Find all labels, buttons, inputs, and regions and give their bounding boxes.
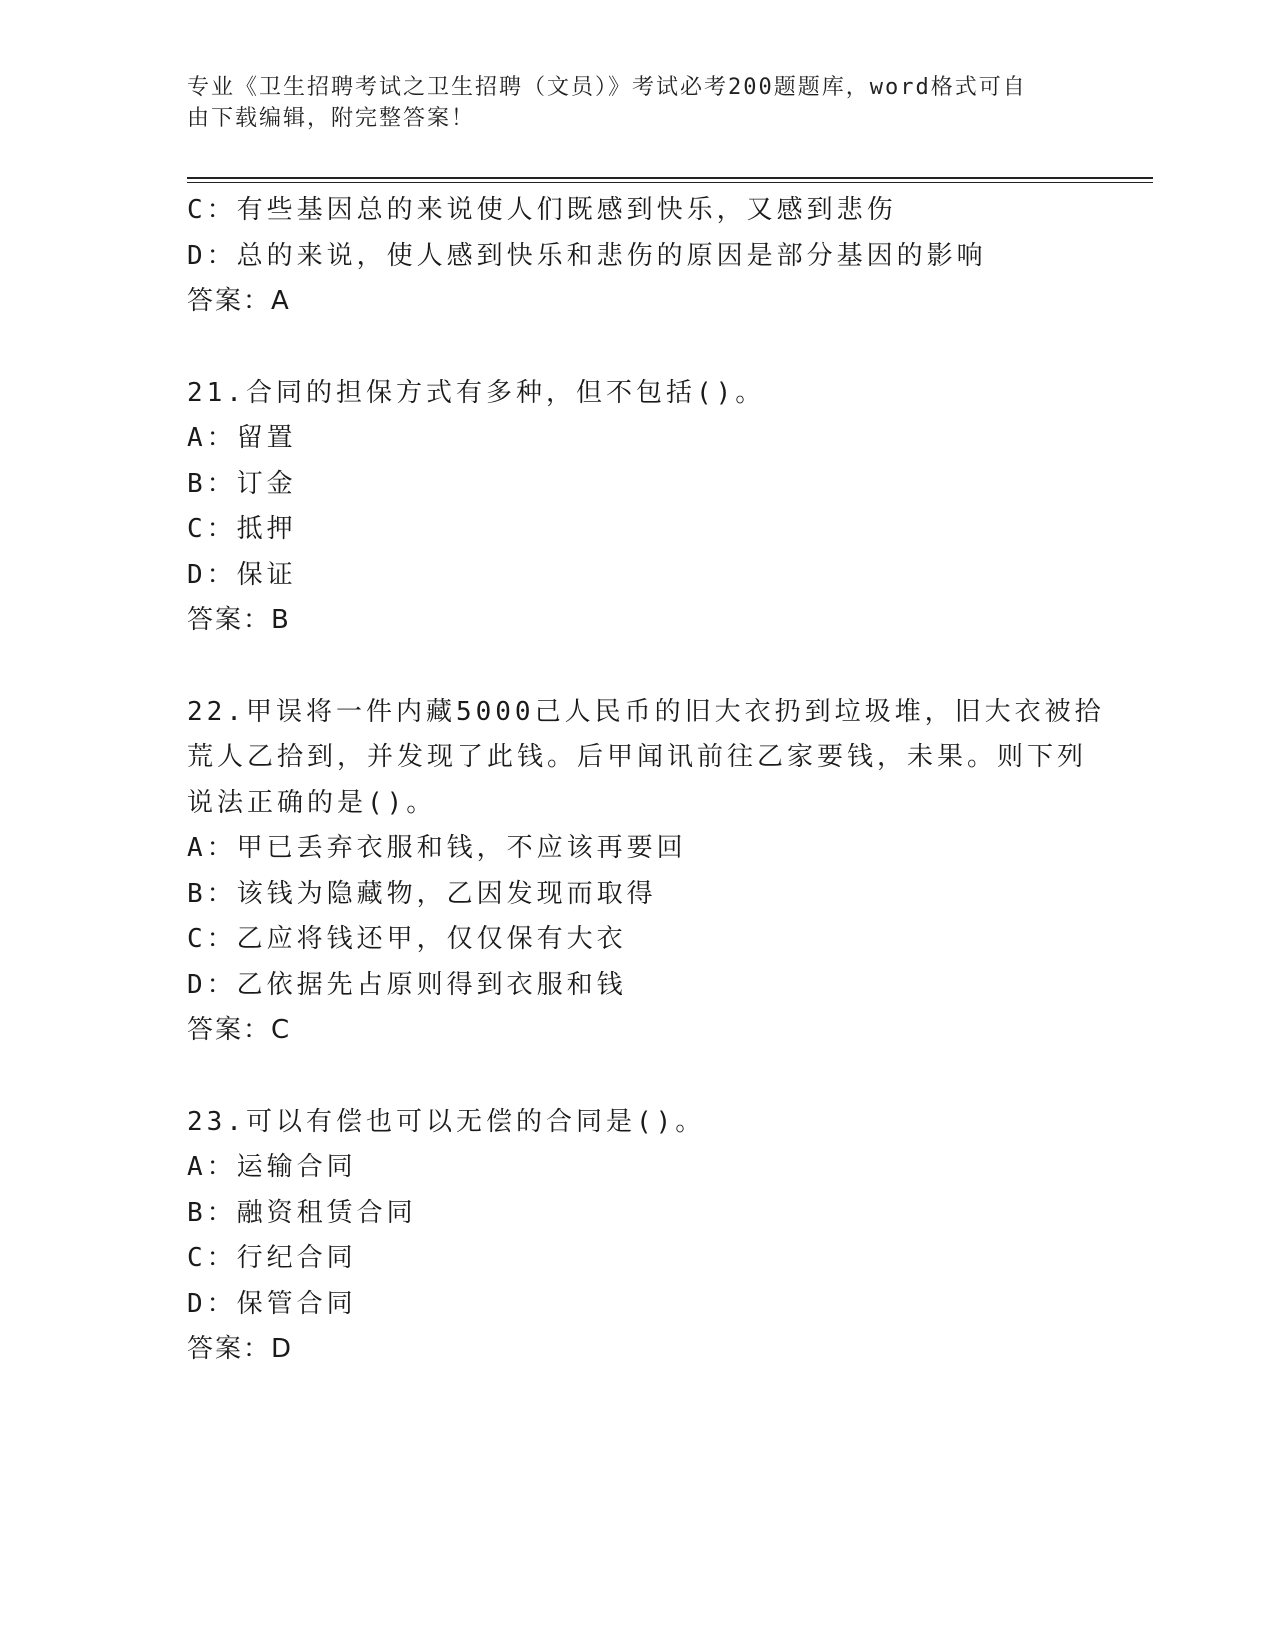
answer-line: 答案：C (187, 1015, 292, 1045)
option-d: D：乙依据先占原则得到衣服和钱 (187, 969, 627, 1000)
answer-line: 答案：D (187, 1334, 294, 1364)
option-b: B：融资租赁合同 (187, 1197, 417, 1228)
spacer (187, 644, 1067, 690)
question-stem: 23.可以有偿也可以无偿的合同是()。 (187, 1106, 706, 1137)
option-b: B：订金 (187, 468, 297, 499)
option-d: D：保管合同 (187, 1288, 357, 1319)
document-header (187, 72, 1067, 134)
continued-question (187, 188, 1067, 325)
question-stem: 22.甲误将一件内藏5000己人民币的旧大衣扔到垃圾堆，旧大衣被拾 (187, 696, 1105, 727)
question-stem: 21.合同的担保方式有多种，但不包括()。 (187, 377, 766, 408)
header-line-2: 由下载编辑，附完整答案！ (187, 106, 476, 131)
option-d: D：总的来说，使人感到快乐和悲伤的原因是部分基因的影响 (187, 240, 987, 271)
question-stem: 说法正确的是()。 (187, 787, 437, 818)
option-c: C：抵押 (187, 514, 297, 544)
option-a: A：留置 (187, 423, 297, 453)
header-divider-thin (187, 182, 1153, 183)
option-c: C：行纪合同 (187, 1243, 357, 1273)
question-21 (187, 371, 1067, 644)
option-a: A：运输合同 (187, 1152, 357, 1182)
answer-line: 答案：A (187, 286, 291, 316)
spacer (187, 325, 1067, 371)
header-line-1: 专业《卫生招聘考试之卫生招聘（文员）》考试必考200题题库，word格式可自 (187, 75, 1027, 100)
question-23 (187, 1100, 1067, 1373)
option-d: D：保证 (187, 559, 297, 590)
answer-line: 答案：B (187, 605, 291, 635)
option-b: B：该钱为隐藏物，乙因发现而取得 (187, 878, 657, 909)
question-list (187, 188, 1105, 1373)
option-c: C：有些基因总的来说使人们既感到快乐，又感到悲伤 (187, 195, 897, 225)
option-c: C：乙应将钱还甲，仅仅保有大衣 (187, 924, 627, 954)
question-22 (187, 690, 1105, 1054)
question-stem: 荒人乙拾到，并发现了此钱。后甲闻讯前往乙家要钱，未果。则下列 (187, 742, 1088, 772)
spacer (187, 1054, 1067, 1100)
header-divider-thick (187, 177, 1153, 179)
option-a: A：甲已丢弃衣服和钱，不应该再要回 (187, 833, 687, 863)
